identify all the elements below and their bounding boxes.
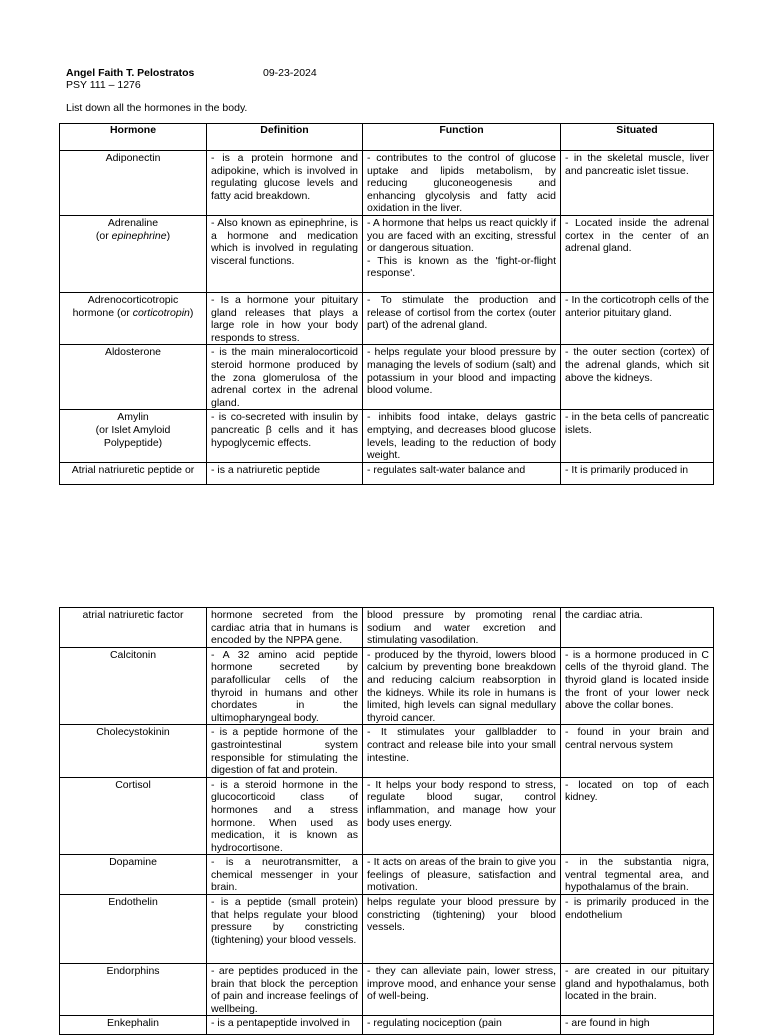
function-cell: - contributes to the control of glucose uptake and lipids metabolism, by reducing gluconeogenesis and enhancing glycolysis and fatty acid oxidation in the liver. (363, 151, 561, 216)
header-hormone: Hormone (60, 124, 207, 151)
situated-cell: - in the skeletal muscle, liver and pancreatic islet tissue. (561, 151, 714, 216)
hormone-name-cell: Adiponectin (60, 151, 207, 216)
header-function: Function (363, 124, 561, 151)
definition-cell: - is a peptide hormone of the gastrointestinal system responsible for stimulating the digestion of fat and protein. (207, 725, 363, 777)
function-cell: - It acts on areas of the brain to give you feelings of pleasure, satisfaction and motivation. (363, 855, 561, 895)
situated-cell: - in the substantia nigra, ventral tegmental area, and hypothalamus of the brain. (561, 855, 714, 895)
hormone-name-cell: Cholecystokinin (60, 725, 207, 777)
hormone-name-cell: Aldosterone (60, 345, 207, 410)
hormone-name-cell: Adrenocorticotropic hormone (or corticotropin) (60, 292, 207, 344)
table-row (60, 215, 714, 292)
definition-cell: - is a protein hormone and adipokine, which is involved in regulating glucose levels and fatty acid breakdown. (207, 151, 363, 216)
definition-cell: - is a natriuretic peptide (207, 462, 363, 484)
function-cell: - regulates salt-water balance and (363, 462, 561, 484)
function-cell: - they can alleviate pain, lower stress, improve mood, and enhance your sense of well-being. (363, 964, 561, 1016)
hormone-name-cell: Calcitonin (60, 647, 207, 725)
function-cell: - To stimulate the production and release of cortisol from the cortex (outer part) of the adrenal gland. (363, 292, 561, 344)
function-cell: - produced by the thyroid, lowers blood calcium by preventing bone breakdown and reducing calcium reabsorption in the kidneys. While its role in humans is limited, high levels can signal medullary thyroid cancer. (363, 647, 561, 725)
table-row (60, 855, 714, 895)
hormone-name-cell: Cortisol (60, 777, 207, 855)
table-row (60, 895, 714, 964)
definition-cell: - A 32 amino acid peptide hormone secreted by parafollicular cells of the thyroid in humans and other chordates in the ultimopharyngeal body. (207, 647, 363, 725)
situated-cell: - found in your brain and central nervous system (561, 725, 714, 777)
function-cell: - It helps your body respond to stress, regulate blood sugar, control inflammation, and manage how your body uses energy. (363, 777, 561, 855)
definition-cell: - is a steroid hormone in the glucocorticoid class of hormones and a stress hormone. When used as medication, it is known as hydrocortisone. (207, 777, 363, 855)
header-situated: Situated (561, 124, 714, 151)
situated-cell: - It is primarily produced in (561, 462, 714, 484)
table-row (60, 964, 714, 1016)
table-row (60, 292, 714, 344)
hormone-name-cell: Endothelin (60, 895, 207, 964)
situated-cell: - located on top of each kidney. (561, 777, 714, 855)
author-name: Angel Faith T. Pelostratos (66, 67, 195, 79)
table-header-row (60, 124, 714, 151)
hormone-table-page1 (59, 123, 714, 485)
situated-cell: - the outer section (cortex) of the adrenal glands, which sit above the kidneys. (561, 345, 714, 410)
situated-cell: the cardiac atria. (561, 608, 714, 648)
hormone-name-cell: Adrenaline (or epinephrine) (60, 215, 207, 292)
definition-cell: - is co-secreted with insulin by pancreatic β cells and it has hypoglycemic effects. (207, 410, 363, 462)
situated-cell: - Located inside the adrenal cortex in the center of an adrenal gland. (561, 215, 714, 292)
definition-cell: - are peptides produced in the brain that block the perception of pain and increase feelings of wellbeing. (207, 964, 363, 1016)
table-row (60, 608, 714, 648)
hormone-name-cell: Atrial natriuretic peptide or (60, 462, 207, 484)
definition-cell: - is a neurotransmitter, a chemical messenger in your brain. (207, 855, 363, 895)
hormone-name-cell: Enkephalin (60, 1016, 207, 1035)
hormone-table-page2 (59, 607, 714, 1035)
course-code: PSY 111 – 1276 (66, 79, 141, 91)
situated-cell: - In the corticotroph cells of the anterior pituitary gland. (561, 292, 714, 344)
function-cell: - A hormone that helps us react quickly if you are faced with an exciting, stressful or dangerous situation. - This is known as the 'fight-or-flight response'. (363, 215, 561, 292)
table-row (60, 410, 714, 462)
situated-cell: - is a hormone produced in C cells of the thyroid gland. The thyroid gland is located inside the front of your lower neck above the collar bones. (561, 647, 714, 725)
definition-cell: - is the main mineralocorticoid steroid hormone produced by the zona glomerulosa of the adrenal cortex in the adrenal gland. (207, 345, 363, 410)
table-row (60, 777, 714, 855)
hormone-name-cell: Amylin (or Islet Amyloid Polypeptide) (60, 410, 207, 462)
function-cell: - helps regulate your blood pressure by managing the levels of sodium (salt) and potassium in your blood and impacting blood volume. (363, 345, 561, 410)
function-cell: - It stimulates your gallbladder to contract and release bile into your small intestine. (363, 725, 561, 777)
table-row (60, 462, 714, 484)
table-row (60, 151, 714, 216)
definition-cell: hormone secreted from the cardiac atria that in humans is encoded by the NPPA gene. (207, 608, 363, 648)
function-cell: - inhibits food intake, delays gastric emptying, and decreases blood glucose levels, leading to the reduction of body weight. (363, 410, 561, 462)
hormone-name-cell: Endorphins (60, 964, 207, 1016)
hormone-name-cell: Dopamine (60, 855, 207, 895)
table-row (60, 345, 714, 410)
function-cell: blood pressure by promoting renal sodium and water excretion and stimulating vasodilation. (363, 608, 561, 648)
definition-cell: - is a pentapeptide involved in (207, 1016, 363, 1035)
situated-cell: - are created in our pituitary gland and hypothalamus, both located in the brain. (561, 964, 714, 1016)
function-cell: - regulating nociception (pain (363, 1016, 561, 1035)
assignment-prompt: List down all the hormones in the body. (66, 102, 248, 114)
situated-cell: - is primarily produced in the endothelium (561, 895, 714, 964)
function-cell: helps regulate your blood pressure by constricting (tightening) your blood vessels. (363, 895, 561, 964)
table-row (60, 1016, 714, 1035)
table-row (60, 725, 714, 777)
definition-cell: - Is a hormone your pituitary gland releases that plays a large role in how your body responds to stress. (207, 292, 363, 344)
table-row (60, 647, 714, 725)
situated-cell: - in the beta cells of pancreatic islets. (561, 410, 714, 462)
definition-cell: - is a peptide (small protein) that helps regulate your blood pressure by constricting (tightening) your blood vessels. (207, 895, 363, 964)
situated-cell: - are found in high (561, 1016, 714, 1035)
definition-cell: - Also known as epinephrine, is a hormone and medication which is involved in regulating visceral functions. (207, 215, 363, 292)
document-date: 09-23-2024 (263, 67, 317, 79)
header-definition: Definition (207, 124, 363, 151)
hormone-name-cell: atrial natriuretic factor (60, 608, 207, 648)
